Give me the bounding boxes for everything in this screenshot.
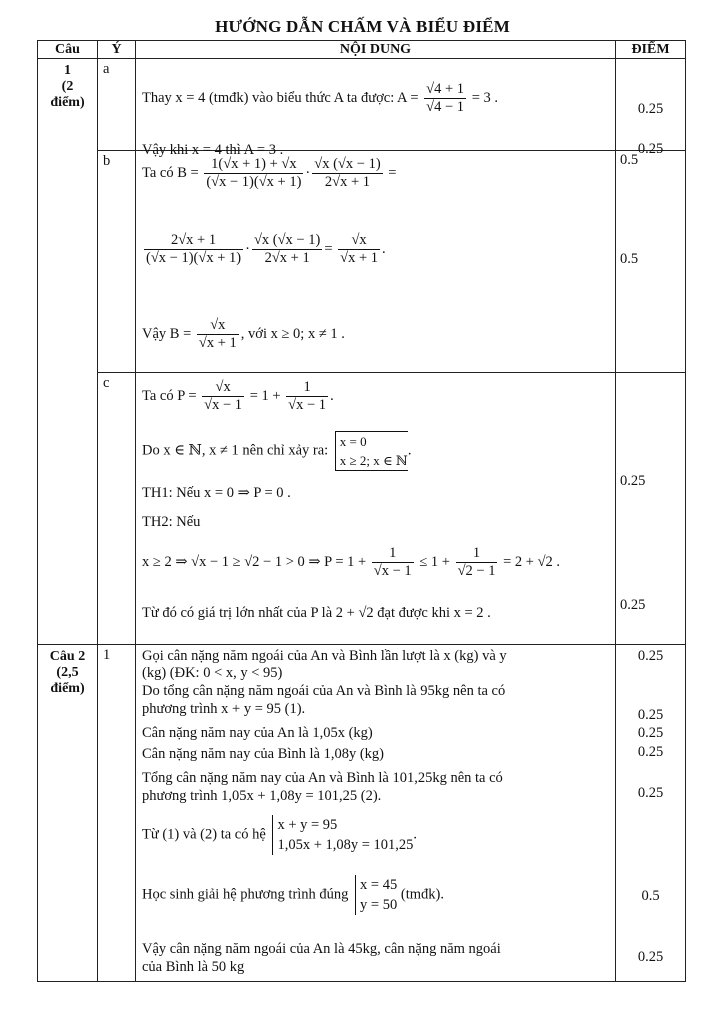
denominator: √x + 1 bbox=[198, 335, 237, 351]
numerator: √x bbox=[197, 317, 239, 335]
content-line: Từ đó có giá trị lớn nhất của P là 2 + √2 đạt được khi x = 2 . bbox=[142, 605, 491, 621]
part-label: c bbox=[98, 373, 136, 645]
numerator: √x bbox=[202, 379, 244, 397]
question-1-cell bbox=[38, 59, 98, 645]
content-line bbox=[142, 379, 334, 414]
header-diem: ĐIỂM bbox=[616, 41, 686, 59]
table-row bbox=[38, 59, 686, 151]
score-cell bbox=[616, 151, 686, 373]
content-line: Vậy cân nặng năm ngoái của An là 45kg, cân nặng năm ngoái bbox=[142, 941, 501, 957]
content-line bbox=[142, 875, 444, 915]
text: . bbox=[330, 387, 334, 404]
content-line: Cân nặng năm nay của Bình là 1,08y (kg) bbox=[142, 746, 385, 762]
text: ≤ 1 + bbox=[419, 553, 450, 570]
score: 0.25 bbox=[620, 597, 646, 613]
score: 0.25 bbox=[620, 473, 646, 489]
score: 0.25 bbox=[637, 785, 664, 801]
question-points: (2,5 bbox=[56, 665, 79, 680]
text: Vậy B = bbox=[142, 325, 192, 342]
score: 0.25 bbox=[637, 744, 664, 760]
content-line: (kg) (ĐK: 0 < x, y < 95) bbox=[142, 665, 283, 681]
denominator: 2√x + 1 bbox=[324, 174, 371, 190]
numerator: 1 bbox=[456, 545, 498, 563]
content-line bbox=[142, 81, 498, 116]
content-line: TH2: Nếu bbox=[142, 514, 201, 530]
score: 0.25 bbox=[637, 949, 664, 965]
text: = bbox=[388, 164, 397, 181]
text: . bbox=[413, 826, 418, 843]
question-number: Câu 2 bbox=[49, 649, 86, 664]
fraction bbox=[424, 81, 466, 116]
question-points-unit: điểm) bbox=[50, 681, 85, 696]
solution-system bbox=[355, 875, 397, 915]
numerator: 1 bbox=[286, 379, 328, 397]
score-cell bbox=[616, 59, 686, 157]
numerator: 2√x + 1 bbox=[144, 232, 243, 250]
fraction bbox=[456, 545, 498, 580]
denominator: √x − 1 bbox=[373, 563, 412, 579]
content-line: Vậy khi x = 4 thì A = 3 . bbox=[142, 142, 284, 158]
text: = 1 + bbox=[249, 387, 281, 404]
text: = 2 + √2 . bbox=[503, 553, 561, 570]
content-line: Tổng cân nặng năm nay của An và Bình là 101,25kg nên ta có bbox=[142, 770, 503, 786]
denominator: √x − 1 bbox=[204, 397, 243, 413]
content-line: $\frac{2√x + 1}{(√x - 1)(√x + 1)}$ · $\frac{√x (√x - 1)}{2√x + 1}$ = $\frac{√x}{√x + 1}$ . bbox=[146, 232, 386, 266]
part-label: 1 bbox=[98, 645, 136, 982]
numerator: √x (√x − 1) bbox=[314, 156, 381, 172]
table-row bbox=[38, 645, 686, 982]
score-cell bbox=[616, 373, 686, 645]
score: 0.25 bbox=[637, 648, 664, 664]
content-line bbox=[142, 815, 417, 855]
text: . bbox=[407, 442, 412, 459]
case: x = 0 bbox=[339, 434, 367, 449]
text: , với x ≥ 0; x ≠ 1 . bbox=[240, 325, 345, 342]
numerator: √x bbox=[338, 232, 380, 250]
question-points: (2 bbox=[61, 79, 74, 94]
score: 0.25 bbox=[637, 141, 664, 157]
question-points-unit: điểm) bbox=[50, 95, 85, 110]
text: Thay x = 4 (tmđk) vào biểu thức A ta được: A = bbox=[142, 89, 419, 106]
content-cell bbox=[136, 373, 616, 645]
content-line: Cân nặng năm nay của An là 1,05x (kg) bbox=[142, 725, 373, 741]
denominator: √4 − 1 bbox=[426, 99, 465, 115]
fraction bbox=[286, 379, 328, 414]
equation: y = 50 bbox=[360, 897, 398, 913]
table-header-row bbox=[38, 41, 686, 59]
text: Ta có B = bbox=[142, 164, 199, 181]
content-line: phương trình x + y = 95 (1). bbox=[142, 701, 306, 717]
case-bracket bbox=[335, 431, 408, 471]
equation: x = 45 bbox=[360, 877, 398, 893]
score: 0.5 bbox=[620, 251, 639, 267]
equation-system bbox=[272, 815, 413, 855]
question-number: 1 bbox=[64, 63, 71, 78]
fraction bbox=[252, 232, 322, 267]
table-row bbox=[38, 373, 686, 645]
content-line bbox=[142, 431, 411, 471]
score: 0.25 bbox=[637, 101, 664, 117]
fraction bbox=[372, 545, 414, 580]
content-line: TH1: Nếu x = 0 ⇒ P = 0 . bbox=[142, 485, 291, 501]
question-2-cell bbox=[38, 645, 98, 982]
numerator: 1 bbox=[372, 545, 414, 563]
content-line: Gọi cân nặng năm ngoái của An và Bình lần lượt là x (kg) và y bbox=[142, 648, 507, 664]
fraction bbox=[144, 232, 243, 267]
score: 0.5 bbox=[620, 152, 639, 168]
page-title: HƯỚNG DẪN CHẤM VÀ BIỂU ĐIỂM bbox=[215, 17, 510, 36]
part-label: a bbox=[98, 59, 136, 151]
score: 0.5 bbox=[641, 888, 660, 904]
denominator: (√x − 1)(√x + 1) bbox=[206, 174, 302, 190]
text: = 3 . bbox=[471, 89, 498, 106]
denominator: 2√x + 1 bbox=[264, 250, 310, 266]
fraction bbox=[204, 156, 303, 191]
header-noi-dung: NỘI DUNG bbox=[136, 41, 616, 59]
text: Học sinh giải hệ phương trình đúng bbox=[142, 886, 349, 903]
part-label: b bbox=[98, 151, 136, 373]
content-line bbox=[142, 545, 560, 580]
denominator: (√x − 1)(√x + 1) bbox=[146, 250, 242, 266]
text: Do x ∈ ℕ, x ≠ 1 nên chỉ xảy ra: bbox=[142, 442, 329, 459]
table-row bbox=[38, 151, 686, 373]
text: Từ (1) và (2) ta có hệ bbox=[142, 826, 266, 843]
content-cell bbox=[136, 151, 616, 373]
case: x ≥ 2; x ∈ ℕ bbox=[339, 453, 408, 468]
header-cau: Câu bbox=[38, 41, 98, 59]
header-y: Ý bbox=[98, 41, 136, 59]
content-cell bbox=[136, 645, 616, 982]
text: (tmđk). bbox=[400, 886, 444, 903]
content-cell bbox=[136, 59, 616, 158]
fraction bbox=[312, 156, 382, 191]
numerator: 1(√x + 1) + √x bbox=[204, 156, 303, 174]
text: x ≥ 2 ⇒ √x − 1 ≥ √2 − 1 > 0 ⇒ P = 1 + bbox=[142, 553, 367, 570]
denominator: √2 − 1 bbox=[457, 563, 496, 579]
score: 0.25 bbox=[637, 707, 664, 723]
equation: x + y = 95 bbox=[277, 817, 338, 833]
content-line: của Bình là 50 kg bbox=[142, 959, 245, 975]
score-cell bbox=[616, 645, 686, 982]
denominator: √x − 1 bbox=[288, 397, 327, 413]
content-line: Ta có B = $\frac{1(√x + 1) + √x}{(√x - 1)(√x + 1)}$ · $\frac{√x (√x - 1)}{2√x + 1}$ = bbox=[142, 156, 397, 190]
text: Ta có P = bbox=[142, 387, 197, 404]
content-line: phương trình 1,05x + 1,08y = 101,25 (2). bbox=[142, 788, 382, 804]
score: 0.25 bbox=[637, 725, 664, 741]
denominator: √x + 1 bbox=[340, 250, 379, 266]
fraction bbox=[197, 317, 239, 352]
equation: 1,05x + 1,08y = 101,25 bbox=[277, 837, 414, 853]
numerator: √x (√x − 1) bbox=[253, 232, 321, 248]
content-line: Do tổng cân nặng năm ngoái của An và Bình là 95kg nên ta có bbox=[142, 683, 506, 699]
numerator: √4 + 1 bbox=[426, 81, 465, 97]
content-line bbox=[142, 317, 345, 352]
grading-table bbox=[37, 40, 686, 982]
fraction bbox=[202, 379, 244, 414]
fraction bbox=[338, 232, 380, 267]
